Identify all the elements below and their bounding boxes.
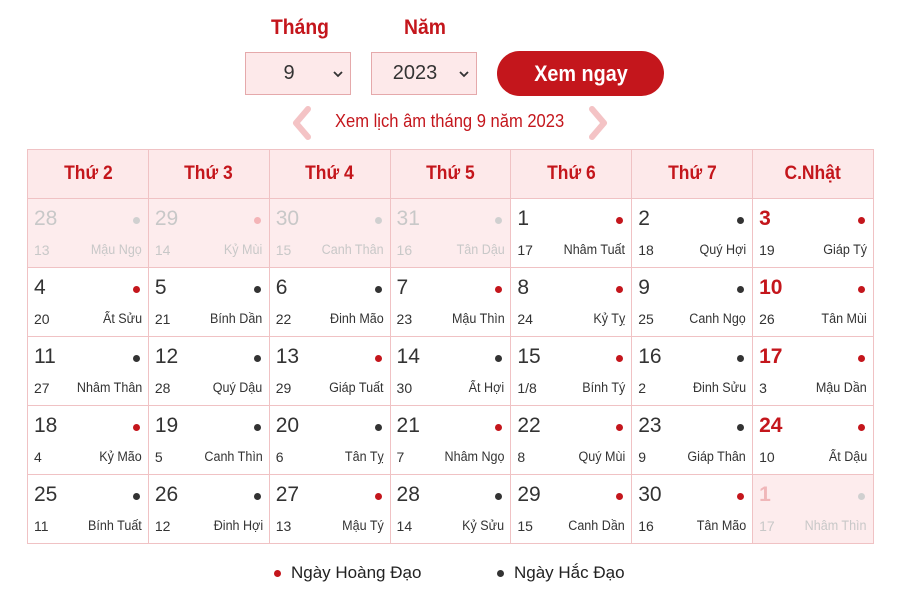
lunar-day: 14 bbox=[154, 242, 171, 258]
solar-day: 20 bbox=[275, 414, 300, 437]
day-cell-content bbox=[270, 337, 390, 405]
year-select-value: 2023 bbox=[392, 62, 438, 84]
can-chi-label bbox=[440, 449, 505, 464]
solar-day: 24 bbox=[759, 414, 783, 437]
can-chi-label bbox=[579, 380, 625, 395]
calendar-week-row bbox=[28, 406, 874, 475]
day-cell-content bbox=[753, 268, 873, 336]
can-chi-text: Nhâm Thìn bbox=[805, 518, 867, 533]
calendar-day-cell[interactable] bbox=[511, 268, 632, 337]
solar-day: 29 bbox=[154, 207, 179, 230]
day-cell-content bbox=[511, 199, 631, 267]
bad-day-dot-icon bbox=[254, 424, 261, 431]
day-cell-content bbox=[632, 475, 752, 543]
day-cell-content bbox=[149, 268, 269, 336]
day-cell-content bbox=[753, 406, 873, 474]
bad-day-dot-icon bbox=[375, 424, 382, 431]
year-select[interactable] bbox=[371, 52, 477, 95]
legend-bad-label: Ngày Hắc Đạo bbox=[514, 563, 625, 582]
solar-day: 28 bbox=[34, 207, 58, 230]
view-button[interactable] bbox=[497, 51, 664, 96]
can-chi-text: Đinh Hợi bbox=[213, 518, 263, 533]
day-cell-content bbox=[270, 475, 390, 543]
lunar-day: 13 bbox=[34, 242, 50, 258]
bad-day-dot-icon bbox=[495, 355, 502, 362]
can-chi-label bbox=[685, 311, 746, 326]
solar-day: 21 bbox=[396, 414, 420, 437]
calendar-day-cell[interactable] bbox=[28, 337, 149, 406]
weekday-header bbox=[632, 150, 753, 199]
solar-day: 25 bbox=[34, 483, 58, 506]
can-chi-label bbox=[100, 311, 142, 326]
can-chi-label bbox=[693, 518, 746, 533]
day-cell-content bbox=[511, 406, 631, 474]
year-label: Năm bbox=[404, 16, 446, 39]
good-day-dot-icon bbox=[375, 493, 382, 500]
calendar-day-cell[interactable] bbox=[269, 337, 390, 406]
calendar-day-cell[interactable] bbox=[390, 337, 511, 406]
can-chi-label bbox=[209, 380, 262, 395]
lunar-day: 19 bbox=[759, 242, 775, 258]
can-chi-text: Bính Dần bbox=[210, 311, 263, 326]
weekday-label: Thứ 6 bbox=[546, 163, 596, 184]
solar-day: 31 bbox=[396, 207, 420, 230]
calendar-day-cell[interactable] bbox=[269, 199, 390, 268]
calendar-day-cell[interactable] bbox=[632, 406, 753, 475]
weekday-header-row bbox=[28, 150, 874, 199]
solar-day: 15 bbox=[517, 345, 541, 368]
good-day-dot-icon bbox=[616, 217, 623, 224]
lunar-day: 24 bbox=[517, 311, 533, 327]
calendar-day-cell[interactable] bbox=[269, 268, 390, 337]
good-day-dot-icon bbox=[858, 286, 865, 293]
calendar-day-cell[interactable] bbox=[632, 199, 753, 268]
solar-day: 19 bbox=[154, 414, 179, 437]
day-cell-content bbox=[511, 268, 631, 336]
day-cell-content bbox=[753, 199, 873, 267]
lunar-day: 17 bbox=[759, 518, 775, 534]
lunar-day: 27 bbox=[34, 380, 50, 396]
bad-day-dot-icon bbox=[375, 217, 382, 224]
solar-day: 17 bbox=[759, 345, 783, 368]
lunar-day: 30 bbox=[396, 380, 413, 396]
lunar-day: 28 bbox=[154, 380, 171, 396]
day-cell-content bbox=[270, 268, 390, 336]
chevron-right-icon[interactable] bbox=[584, 105, 612, 141]
can-chi-text: Giáp Tý bbox=[823, 242, 867, 257]
calendar-day-cell[interactable] bbox=[390, 268, 511, 337]
day-cell-content bbox=[149, 199, 269, 267]
calendar-day-cell[interactable] bbox=[390, 406, 511, 475]
can-chi-label bbox=[683, 449, 746, 464]
can-chi-text: Nhâm Tuất bbox=[563, 242, 626, 257]
can-chi-text: Mậu Thìn bbox=[451, 311, 505, 326]
calendar-day-cell[interactable] bbox=[511, 475, 632, 544]
can-chi-label bbox=[559, 242, 625, 257]
solar-day: 1 bbox=[517, 207, 530, 230]
weekday-header bbox=[511, 150, 632, 199]
can-chi-text: Mậu Dần bbox=[816, 380, 867, 395]
day-cell-content bbox=[391, 406, 511, 474]
day-cell-content bbox=[391, 199, 511, 267]
solar-day: 18 bbox=[34, 414, 58, 437]
solar-day: 9 bbox=[638, 276, 650, 299]
can-chi-label bbox=[564, 518, 625, 533]
day-cell-content bbox=[28, 406, 148, 474]
day-cell-content bbox=[391, 268, 511, 336]
calendar-week-row bbox=[28, 475, 874, 544]
can-chi-label bbox=[84, 518, 142, 533]
good-day-dot-icon bbox=[375, 355, 382, 362]
can-chi-text: Canh Thìn bbox=[204, 449, 263, 464]
weekday-label: Thứ 5 bbox=[426, 163, 475, 184]
can-chi-label bbox=[317, 242, 384, 257]
calendar-day-cell[interactable] bbox=[511, 337, 632, 406]
can-chi-label bbox=[826, 449, 867, 464]
calendar-day-cell[interactable] bbox=[753, 337, 874, 406]
bad-day-dot-icon bbox=[737, 355, 744, 362]
weekday-header bbox=[269, 150, 390, 199]
can-chi-label bbox=[818, 311, 867, 326]
good-day-dot-icon bbox=[495, 286, 502, 293]
solar-day: 27 bbox=[275, 483, 300, 506]
solar-day: 30 bbox=[638, 483, 662, 506]
can-chi-label bbox=[221, 242, 262, 257]
can-chi-label bbox=[200, 449, 263, 464]
can-chi-label bbox=[325, 380, 384, 395]
can-chi-text: Nhâm Ngọ bbox=[444, 449, 505, 464]
lunar-day: 2 bbox=[638, 380, 647, 396]
can-chi-label bbox=[87, 242, 142, 257]
chevron-down-icon bbox=[458, 68, 470, 80]
lunar-day: 8 bbox=[517, 449, 526, 465]
day-cell-content bbox=[632, 406, 752, 474]
calendar-day-cell[interactable] bbox=[148, 475, 269, 544]
lunar-day: 6 bbox=[275, 449, 284, 465]
good-day-dot-icon bbox=[737, 493, 744, 500]
lunar-day: 20 bbox=[34, 311, 50, 327]
day-cell-content bbox=[149, 337, 269, 405]
solar-day: 13 bbox=[275, 345, 300, 368]
day-cell-content bbox=[391, 475, 511, 543]
day-cell-content bbox=[632, 337, 752, 405]
can-chi-text: Tân Mão bbox=[696, 518, 747, 533]
can-chi-label bbox=[72, 380, 142, 395]
calendar-week-row bbox=[28, 268, 874, 337]
can-chi-text: Ất Hợi bbox=[468, 380, 505, 395]
lunar-day: 15 bbox=[517, 518, 533, 534]
good-day-dot-icon bbox=[616, 493, 623, 500]
weekday-header bbox=[148, 150, 269, 199]
calendar-day-cell[interactable] bbox=[148, 406, 269, 475]
calendar-day-cell[interactable] bbox=[148, 268, 269, 337]
calendar-subtitle-text: Xem lịch âm tháng 9 năm 2023 bbox=[335, 111, 565, 131]
weekday-label: Thứ 3 bbox=[184, 163, 234, 184]
can-chi-text: Canh Thân bbox=[321, 242, 384, 257]
solar-day: 3 bbox=[759, 207, 771, 230]
legend-good bbox=[274, 563, 421, 583]
calendar-week-row bbox=[28, 337, 874, 406]
can-chi-text: Giáp Tuất bbox=[329, 380, 384, 395]
calendar-day-cell[interactable] bbox=[753, 268, 874, 337]
calendar-day-cell[interactable] bbox=[28, 199, 149, 268]
lunar-day: 25 bbox=[638, 311, 654, 327]
day-cell-content bbox=[511, 475, 631, 543]
good-day-dot-icon bbox=[133, 424, 140, 431]
can-chi-text: Quý Mùi bbox=[578, 449, 626, 464]
bad-day-dot-icon bbox=[495, 493, 502, 500]
bad-day-dot-icon bbox=[375, 286, 382, 293]
bad-day-dot-icon bbox=[737, 424, 744, 431]
can-chi-text: Tân Dậu bbox=[456, 242, 505, 257]
solar-day: 22 bbox=[517, 414, 541, 437]
can-chi-text: Ất Sửu bbox=[102, 311, 142, 326]
day-cell-content bbox=[511, 337, 631, 405]
bad-day-dot-icon bbox=[133, 493, 140, 500]
solar-day: 8 bbox=[517, 276, 530, 299]
good-day-dot-icon bbox=[616, 355, 623, 362]
lunar-day: 16 bbox=[638, 518, 654, 534]
good-day-dot-icon bbox=[858, 355, 865, 362]
can-chi-text: Kỷ Mùi bbox=[224, 242, 263, 257]
good-day-dot-icon bbox=[858, 217, 865, 224]
day-cell-content bbox=[28, 337, 148, 405]
bad-day-dot-icon bbox=[133, 217, 140, 224]
solar-day: 23 bbox=[638, 414, 662, 437]
can-chi-text: Ất Dậu bbox=[828, 449, 867, 464]
bad-day-dot-icon bbox=[133, 355, 140, 362]
can-chi-text: Quý Dậu bbox=[213, 380, 263, 395]
calendar-day-cell[interactable] bbox=[632, 337, 753, 406]
solar-day: 26 bbox=[154, 483, 179, 506]
calendar-day-cell[interactable] bbox=[753, 406, 874, 475]
calendar-day-cell[interactable] bbox=[28, 406, 149, 475]
bad-day-dot-icon bbox=[737, 217, 744, 224]
can-chi-label bbox=[459, 518, 504, 533]
can-chi-label bbox=[96, 449, 142, 464]
calendar-week-row bbox=[28, 199, 874, 268]
can-chi-text: Canh Ngọ bbox=[689, 311, 747, 326]
solar-day: 14 bbox=[396, 345, 420, 368]
bad-day-dot-icon bbox=[254, 493, 261, 500]
good-day-dot-icon bbox=[254, 217, 261, 224]
lunar-day: 13 bbox=[275, 518, 292, 534]
lunar-day: 12 bbox=[154, 518, 171, 534]
lunar-day: 9 bbox=[638, 449, 647, 465]
can-chi-text: Mậu Ngọ bbox=[90, 242, 142, 257]
calendar-day-cell[interactable] bbox=[753, 199, 874, 268]
solar-day: 6 bbox=[275, 276, 288, 299]
good-day-dot-icon bbox=[858, 424, 865, 431]
lunar-day: 26 bbox=[759, 311, 775, 327]
calendar-day-cell[interactable] bbox=[269, 475, 390, 544]
weekday-label: Thứ 7 bbox=[667, 163, 717, 184]
can-chi-label bbox=[800, 518, 867, 533]
can-chi-text: Nhâm Thân bbox=[76, 380, 142, 395]
calendar-day-cell[interactable] bbox=[390, 475, 511, 544]
month-select[interactable] bbox=[245, 52, 351, 95]
good-day-dot-icon bbox=[274, 570, 281, 577]
lunar-day: 22 bbox=[275, 311, 292, 327]
bad-day-dot-icon bbox=[737, 286, 744, 293]
can-chi-label bbox=[689, 380, 746, 395]
day-cell-content bbox=[270, 406, 390, 474]
solar-day: 7 bbox=[396, 276, 409, 299]
good-day-dot-icon bbox=[616, 424, 623, 431]
weekday-label: Thứ 2 bbox=[63, 163, 113, 184]
can-chi-label bbox=[812, 380, 867, 395]
solar-day: 30 bbox=[275, 207, 300, 230]
can-chi-label bbox=[820, 242, 867, 257]
calendar-subtitle bbox=[0, 111, 897, 132]
calendar-day-cell[interactable] bbox=[753, 475, 874, 544]
good-day-dot-icon bbox=[133, 286, 140, 293]
can-chi-text: Quý Hợi bbox=[699, 242, 747, 257]
calendar-day-cell[interactable] bbox=[632, 268, 753, 337]
can-chi-label bbox=[342, 449, 384, 464]
can-chi-label bbox=[453, 242, 505, 257]
solar-day: 1 bbox=[759, 483, 771, 506]
calendar-day-cell[interactable] bbox=[511, 406, 632, 475]
lunar-day: 11 bbox=[34, 518, 49, 534]
can-chi-label bbox=[466, 380, 504, 395]
legend-bad bbox=[497, 563, 625, 583]
day-cell-content bbox=[753, 475, 873, 543]
can-chi-label bbox=[206, 311, 262, 326]
solar-day: 16 bbox=[638, 345, 662, 368]
calendar-day-cell[interactable] bbox=[511, 199, 632, 268]
day-cell-content bbox=[632, 268, 752, 336]
lunar-day: 21 bbox=[154, 311, 171, 327]
weekday-label: Thứ 4 bbox=[305, 163, 354, 184]
lunar-day: 10 bbox=[759, 449, 775, 465]
lunar-day: 1/8 bbox=[517, 380, 537, 396]
day-cell-content bbox=[632, 199, 752, 267]
lunar-day: 7 bbox=[396, 449, 405, 465]
lunar-day: 18 bbox=[638, 242, 654, 258]
can-chi-text: Kỷ Sửu bbox=[462, 518, 505, 533]
can-chi-text: Kỷ Mão bbox=[99, 449, 142, 464]
can-chi-text: Đinh Sửu bbox=[692, 380, 747, 395]
day-cell-content bbox=[28, 268, 148, 336]
calendar-day-cell[interactable] bbox=[269, 406, 390, 475]
solar-day: 10 bbox=[759, 276, 783, 299]
calendar-day-cell[interactable] bbox=[28, 268, 149, 337]
bad-day-dot-icon bbox=[495, 217, 502, 224]
good-day-dot-icon bbox=[616, 286, 623, 293]
can-chi-text: Tân Mùi bbox=[821, 311, 867, 326]
solar-day: 28 bbox=[396, 483, 420, 506]
can-chi-text: Bính Tý bbox=[582, 380, 626, 395]
solar-day: 12 bbox=[154, 345, 179, 368]
chevron-down-icon bbox=[332, 68, 344, 80]
legend-good-label: Ngày Hoàng Đạo bbox=[291, 563, 422, 582]
lunar-day: 14 bbox=[396, 518, 413, 534]
can-chi-text: Canh Dần bbox=[568, 518, 626, 533]
day-cell-content bbox=[28, 199, 148, 267]
solar-day: 2 bbox=[638, 207, 650, 230]
calendar-day-cell[interactable] bbox=[28, 475, 149, 544]
lunar-day: 4 bbox=[34, 449, 42, 465]
can-chi-label bbox=[575, 449, 625, 464]
day-cell-content bbox=[149, 475, 269, 543]
lunar-day: 15 bbox=[275, 242, 292, 258]
can-chi-text: Tân Tỵ bbox=[344, 449, 384, 464]
lunar-day: 3 bbox=[759, 380, 767, 396]
month-select-value: 9 bbox=[283, 62, 295, 84]
can-chi-label bbox=[591, 311, 625, 326]
solar-day: 11 bbox=[34, 345, 56, 368]
good-day-dot-icon bbox=[495, 424, 502, 431]
lunar-day: 17 bbox=[517, 242, 533, 258]
calendar-day-cell[interactable] bbox=[148, 199, 269, 268]
can-chi-text: Bính Tuất bbox=[88, 518, 142, 533]
lunar-day: 29 bbox=[275, 380, 292, 396]
lunar-day: 5 bbox=[154, 449, 163, 465]
calendar-table bbox=[27, 149, 874, 544]
solar-day: 4 bbox=[34, 276, 46, 299]
can-chi-text: Giáp Thân bbox=[687, 449, 747, 464]
can-chi-text: Kỷ Tỵ bbox=[593, 311, 626, 326]
month-label: Tháng bbox=[271, 16, 329, 39]
bad-day-dot-icon bbox=[858, 493, 865, 500]
can-chi-text: Đinh Mão bbox=[329, 311, 384, 326]
bad-day-dot-icon bbox=[497, 570, 504, 577]
calendar-day-cell[interactable] bbox=[148, 337, 269, 406]
solar-day: 5 bbox=[154, 276, 167, 299]
weekday-header bbox=[753, 150, 874, 199]
can-chi-label bbox=[326, 311, 384, 326]
day-cell-content bbox=[391, 337, 511, 405]
bad-day-dot-icon bbox=[254, 355, 261, 362]
lunar-day: 16 bbox=[396, 242, 413, 258]
day-cell-content bbox=[149, 406, 269, 474]
calendar-day-cell[interactable] bbox=[390, 199, 511, 268]
can-chi-label bbox=[339, 518, 384, 533]
day-cell-content bbox=[28, 475, 148, 543]
can-chi-label bbox=[210, 518, 263, 533]
day-cell-content bbox=[753, 337, 873, 405]
view-button-label: Xem ngay bbox=[533, 60, 628, 86]
solar-day: 29 bbox=[517, 483, 541, 506]
bad-day-dot-icon bbox=[254, 286, 261, 293]
can-chi-text: Mậu Tý bbox=[341, 518, 384, 533]
day-cell-content bbox=[270, 199, 390, 267]
can-chi-label bbox=[696, 242, 746, 257]
calendar-day-cell[interactable] bbox=[632, 475, 753, 544]
weekday-header bbox=[28, 150, 149, 199]
lunar-day: 23 bbox=[396, 311, 413, 327]
can-chi-label bbox=[448, 311, 505, 326]
weekday-header bbox=[390, 150, 511, 199]
weekday-label: C.Nhật bbox=[784, 163, 842, 184]
